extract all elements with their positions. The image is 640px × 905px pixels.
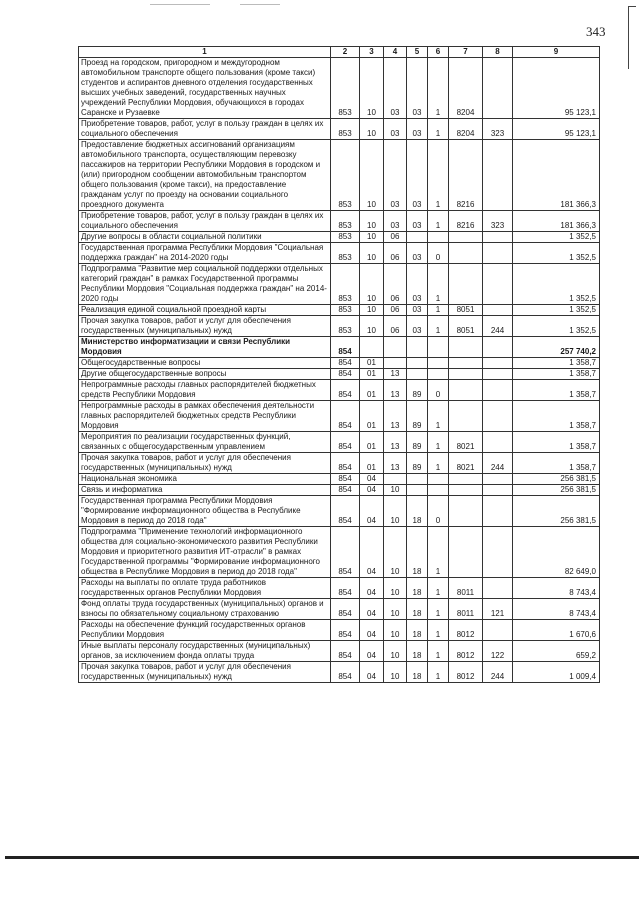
section-cell: 04 xyxy=(360,662,384,683)
row-name-cell: Мероприятия по реализации государственных функций, связанных с общегосударственным управлением xyxy=(79,432,331,453)
amount-cell: 181 366,3 xyxy=(513,140,600,211)
subsection-cell: 13 xyxy=(384,432,407,453)
subprogram-cell xyxy=(428,358,449,369)
article-cell xyxy=(449,243,483,264)
row-name-cell: Другие вопросы в области социальной политики xyxy=(79,232,331,243)
amount-cell: 95 123,1 xyxy=(513,58,600,119)
program-cell: 89 xyxy=(407,380,428,401)
subprogram-cell: 1 xyxy=(428,641,449,662)
subprogram-cell: 1 xyxy=(428,453,449,474)
expense-type-cell: 121 xyxy=(483,599,513,620)
article-cell: 8012 xyxy=(449,641,483,662)
subsection-cell: 10 xyxy=(384,662,407,683)
row-name-cell: Непрограммные расходы в рамках обеспечения деятельности главных распорядителей бюджетных средств Республики Мордовия xyxy=(79,401,331,432)
expense-type-cell xyxy=(483,369,513,380)
row-name-cell: Государственная программа Республики Мордовия "Социальная поддержка граждан" на 2014-2020 годы xyxy=(79,243,331,264)
subsection-cell: 03 xyxy=(384,211,407,232)
article-cell xyxy=(449,380,483,401)
table-row xyxy=(79,264,600,305)
section-cell: 10 xyxy=(360,58,384,119)
article-cell: 8012 xyxy=(449,620,483,641)
section-cell: 10 xyxy=(360,316,384,337)
subsection-cell: 13 xyxy=(384,369,407,380)
article-cell xyxy=(449,401,483,432)
amount-cell: 1 358,7 xyxy=(513,432,600,453)
chapter-code-cell: 853 xyxy=(331,305,360,316)
section-cell xyxy=(360,337,384,358)
amount-cell: 1 352,5 xyxy=(513,316,600,337)
amount-cell: 659,2 xyxy=(513,641,600,662)
table-row xyxy=(79,474,600,485)
subsection-cell: 10 xyxy=(384,599,407,620)
article-cell: 8011 xyxy=(449,578,483,599)
subsection-cell xyxy=(384,337,407,358)
subsection-cell: 03 xyxy=(384,58,407,119)
article-cell: 8204 xyxy=(449,58,483,119)
expense-type-cell: 244 xyxy=(483,316,513,337)
program-cell xyxy=(407,474,428,485)
article-cell: 8021 xyxy=(449,432,483,453)
header-cell: 6 xyxy=(428,47,449,58)
header-cell: 9 xyxy=(513,47,600,58)
table-row xyxy=(79,211,600,232)
amount-cell: 1 009,4 xyxy=(513,662,600,683)
section-cell: 10 xyxy=(360,119,384,140)
table-header-row xyxy=(79,47,600,58)
table-row xyxy=(79,578,600,599)
table-row xyxy=(79,453,600,474)
chapter-code-cell: 853 xyxy=(331,211,360,232)
expense-type-cell: 323 xyxy=(483,211,513,232)
subprogram-cell xyxy=(428,485,449,496)
section-cell: 04 xyxy=(360,496,384,527)
expense-type-cell xyxy=(483,578,513,599)
subsection-cell: 13 xyxy=(384,380,407,401)
section-cell: 01 xyxy=(360,380,384,401)
table-row xyxy=(79,305,600,316)
table-row xyxy=(79,496,600,527)
article-cell xyxy=(449,369,483,380)
section-cell: 01 xyxy=(360,432,384,453)
table-row xyxy=(79,140,600,211)
table-row xyxy=(79,641,600,662)
section-cell: 04 xyxy=(360,578,384,599)
table-row xyxy=(79,316,600,337)
section-cell: 10 xyxy=(360,243,384,264)
chapter-code-cell: 853 xyxy=(331,243,360,264)
subsection-cell xyxy=(384,474,407,485)
subprogram-cell: 0 xyxy=(428,496,449,527)
chapter-code-cell: 853 xyxy=(331,316,360,337)
program-cell: 03 xyxy=(407,119,428,140)
amount-cell: 1 358,7 xyxy=(513,358,600,369)
subsection-cell: 03 xyxy=(384,119,407,140)
chapter-code-cell: 854 xyxy=(331,380,360,401)
program-cell xyxy=(407,358,428,369)
expense-type-cell xyxy=(483,337,513,358)
amount-cell: 256 381,5 xyxy=(513,485,600,496)
amount-cell: 1 352,5 xyxy=(513,305,600,316)
expense-type-cell: 244 xyxy=(483,662,513,683)
article-cell: 8011 xyxy=(449,599,483,620)
amount-cell: 1 358,7 xyxy=(513,369,600,380)
subsection-cell: 06 xyxy=(384,316,407,337)
amount-cell: 95 123,1 xyxy=(513,119,600,140)
expense-type-cell xyxy=(483,243,513,264)
expense-type-cell xyxy=(483,485,513,496)
expense-type-cell xyxy=(483,58,513,119)
program-cell xyxy=(407,485,428,496)
row-name-cell: Приобретение товаров, работ, услуг в пользу граждан в целях их социального обеспечения xyxy=(79,211,331,232)
expense-type-cell xyxy=(483,358,513,369)
table-row xyxy=(79,380,600,401)
section-cell: 01 xyxy=(360,369,384,380)
header-cell: 3 xyxy=(360,47,384,58)
table-row xyxy=(79,232,600,243)
amount-cell: 1 352,5 xyxy=(513,243,600,264)
row-name-cell: Связь и информатика xyxy=(79,485,331,496)
program-cell xyxy=(407,232,428,243)
chapter-code-cell: 854 xyxy=(331,662,360,683)
article-cell xyxy=(449,527,483,578)
table-row xyxy=(79,337,600,358)
program-cell: 03 xyxy=(407,305,428,316)
expense-type-cell xyxy=(483,474,513,485)
subprogram-cell: 1 xyxy=(428,401,449,432)
amount-cell: 256 381,5 xyxy=(513,474,600,485)
amount-cell: 82 649,0 xyxy=(513,527,600,578)
row-name-cell: Фонд оплаты труда государственных (муниципальных) органов и взносы по обязательному социальному страхованию xyxy=(79,599,331,620)
program-cell: 18 xyxy=(407,496,428,527)
row-name-cell: Прочая закупка товаров, работ и услуг для обеспечения государственных (муниципальных) нужд xyxy=(79,453,331,474)
subprogram-cell: 1 xyxy=(428,620,449,641)
subsection-cell: 10 xyxy=(384,641,407,662)
expense-type-cell xyxy=(483,140,513,211)
scan-mark xyxy=(240,4,280,5)
expense-type-cell: 122 xyxy=(483,641,513,662)
page-bottom-rule xyxy=(5,856,639,859)
expense-type-cell xyxy=(483,432,513,453)
chapter-code-cell: 853 xyxy=(331,232,360,243)
amount-cell: 257 740,2 xyxy=(513,337,600,358)
article-cell xyxy=(449,232,483,243)
section-cell: 01 xyxy=(360,358,384,369)
table-row xyxy=(79,527,600,578)
subprogram-cell: 0 xyxy=(428,380,449,401)
subprogram-cell: 1 xyxy=(428,527,449,578)
amount-cell: 181 366,3 xyxy=(513,211,600,232)
expense-type-cell xyxy=(483,401,513,432)
program-cell: 03 xyxy=(407,211,428,232)
expense-type-cell xyxy=(483,496,513,527)
table-row xyxy=(79,243,600,264)
subsection-cell: 10 xyxy=(384,485,407,496)
subprogram-cell: 1 xyxy=(428,211,449,232)
row-name-cell: Предоставление бюджетных ассигнований организациям автомобильного транспорта, осуществляющим перевозку пассажиров на территории Республики Мордовия в городском и (или) пригородном сообщении автомобильным транспортом общего пользования (кроме такси), на предоставление гражданам услуг по проезду на основании социального проездного документа xyxy=(79,140,331,211)
subprogram-cell: 1 xyxy=(428,264,449,305)
chapter-code-cell: 854 xyxy=(331,453,360,474)
subsection-cell: 06 xyxy=(384,243,407,264)
subprogram-cell xyxy=(428,369,449,380)
subsection-cell: 10 xyxy=(384,496,407,527)
budget-table xyxy=(78,46,600,683)
program-cell: 18 xyxy=(407,527,428,578)
subprogram-cell xyxy=(428,337,449,358)
section-cell: 04 xyxy=(360,485,384,496)
row-name-cell: Прочая закупка товаров, работ и услуг для обеспечения государственных (муниципальных) нужд xyxy=(79,662,331,683)
program-cell: 89 xyxy=(407,453,428,474)
row-name-cell: Подпрограмма "Применение технологий информационного общества для социально-экономического развития Республики Мордовия и приоритетного развития ИТ-отрасли" в рамках Государственной программы "Формирование информационного общества в Республике Мордовия в период до 2018 года" xyxy=(79,527,331,578)
expense-type-cell: 323 xyxy=(483,119,513,140)
page-number: 343 xyxy=(586,24,606,39)
section-cell: 10 xyxy=(360,140,384,211)
expense-type-cell xyxy=(483,380,513,401)
program-cell: 18 xyxy=(407,578,428,599)
subprogram-cell xyxy=(428,232,449,243)
section-cell: 04 xyxy=(360,599,384,620)
table-row xyxy=(79,358,600,369)
program-cell xyxy=(407,337,428,358)
article-cell xyxy=(449,485,483,496)
row-name-cell: Проезд на городском, пригородном и междугородном автомобильном транспорте общего пользования (кроме такси) студентов и аспирантов дневного отделения государственных высших учебных заведений, государственных научных учреждений Республики Мордовия, обучающихся в городах Саранске и Рузаевке xyxy=(79,58,331,119)
chapter-code-cell: 853 xyxy=(331,140,360,211)
chapter-code-cell: 854 xyxy=(331,337,360,358)
chapter-code-cell: 854 xyxy=(331,474,360,485)
amount-cell: 1 358,7 xyxy=(513,401,600,432)
subsection-cell: 06 xyxy=(384,264,407,305)
program-cell: 18 xyxy=(407,599,428,620)
row-name-cell: Подпрограмма "Развитие мер социальной поддержки отдельных категорий граждан" в рамках Государственной программы Республики Мордовия "Социальная поддержка граждан" на 2014-2020 годы xyxy=(79,264,331,305)
header-cell: 2 xyxy=(331,47,360,58)
table-row xyxy=(79,620,600,641)
table-row xyxy=(79,369,600,380)
program-cell: 03 xyxy=(407,264,428,305)
chapter-code-cell: 854 xyxy=(331,369,360,380)
chapter-code-cell: 854 xyxy=(331,432,360,453)
table-row xyxy=(79,485,600,496)
article-cell xyxy=(449,358,483,369)
row-name-cell: Министерство информатизации и связи Республики Мордовия xyxy=(79,337,331,358)
chapter-code-cell: 853 xyxy=(331,264,360,305)
subprogram-cell: 1 xyxy=(428,599,449,620)
section-cell: 10 xyxy=(360,264,384,305)
header-cell: 8 xyxy=(483,47,513,58)
expense-type-cell xyxy=(483,305,513,316)
program-cell: 89 xyxy=(407,432,428,453)
header-cell: 5 xyxy=(407,47,428,58)
chapter-code-cell: 853 xyxy=(331,119,360,140)
section-cell: 10 xyxy=(360,211,384,232)
chapter-code-cell: 854 xyxy=(331,496,360,527)
subsection-cell: 10 xyxy=(384,620,407,641)
program-cell: 18 xyxy=(407,620,428,641)
header-cell: 7 xyxy=(449,47,483,58)
subsection-cell xyxy=(384,358,407,369)
article-cell xyxy=(449,496,483,527)
article-cell: 8051 xyxy=(449,316,483,337)
section-cell: 01 xyxy=(360,453,384,474)
amount-cell: 1 358,7 xyxy=(513,380,600,401)
row-name-cell: Расходы на обеспечение функций государственных органов Республики Мордовия xyxy=(79,620,331,641)
section-cell: 04 xyxy=(360,474,384,485)
subsection-cell: 06 xyxy=(384,305,407,316)
article-cell: 8216 xyxy=(449,140,483,211)
article-cell: 8012 xyxy=(449,662,483,683)
row-name-cell: Государственная программа Республики Мордовия "Формирование информационного общества в Республике Мордовия в период до 2018 года" xyxy=(79,496,331,527)
subsection-cell: 13 xyxy=(384,401,407,432)
header-cell: 1 xyxy=(79,47,331,58)
row-name-cell: Расходы на выплаты по оплате труда работников государственных органов Республики Мордовия xyxy=(79,578,331,599)
article-cell: 8216 xyxy=(449,211,483,232)
chapter-code-cell: 854 xyxy=(331,578,360,599)
expense-type-cell xyxy=(483,527,513,578)
table-row xyxy=(79,58,600,119)
subprogram-cell: 1 xyxy=(428,316,449,337)
chapter-code-cell: 853 xyxy=(331,58,360,119)
subsection-cell: 10 xyxy=(384,527,407,578)
amount-cell: 1 358,7 xyxy=(513,453,600,474)
chapter-code-cell: 854 xyxy=(331,641,360,662)
expense-type-cell xyxy=(483,264,513,305)
section-cell: 04 xyxy=(360,620,384,641)
header-cell: 4 xyxy=(384,47,407,58)
chapter-code-cell: 854 xyxy=(331,527,360,578)
section-cell: 04 xyxy=(360,527,384,578)
chapter-code-cell: 854 xyxy=(331,620,360,641)
row-name-cell: Прочая закупка товаров, работ и услуг для обеспечения государственных (муниципальных) нужд xyxy=(79,316,331,337)
article-cell: 8051 xyxy=(449,305,483,316)
article-cell xyxy=(449,264,483,305)
table-row xyxy=(79,401,600,432)
program-cell xyxy=(407,369,428,380)
subprogram-cell: 1 xyxy=(428,578,449,599)
program-cell: 18 xyxy=(407,641,428,662)
program-cell: 89 xyxy=(407,401,428,432)
amount-cell: 1 670,6 xyxy=(513,620,600,641)
table-row xyxy=(79,432,600,453)
subprogram-cell: 1 xyxy=(428,305,449,316)
row-name-cell: Другие общегосударственные вопросы xyxy=(79,369,331,380)
table-row xyxy=(79,119,600,140)
amount-cell: 1 352,5 xyxy=(513,232,600,243)
subprogram-cell xyxy=(428,474,449,485)
amount-cell: 8 743,4 xyxy=(513,599,600,620)
section-cell: 04 xyxy=(360,641,384,662)
section-cell: 10 xyxy=(360,305,384,316)
subprogram-cell: 0 xyxy=(428,243,449,264)
chapter-code-cell: 854 xyxy=(331,485,360,496)
expense-type-cell xyxy=(483,232,513,243)
subsection-cell: 10 xyxy=(384,578,407,599)
subsection-cell: 06 xyxy=(384,232,407,243)
program-cell: 18 xyxy=(407,662,428,683)
subprogram-cell: 1 xyxy=(428,58,449,119)
program-cell: 03 xyxy=(407,316,428,337)
article-cell: 8021 xyxy=(449,453,483,474)
table-row xyxy=(79,662,600,683)
subprogram-cell: 1 xyxy=(428,119,449,140)
subsection-cell: 13 xyxy=(384,453,407,474)
row-name-cell: Приобретение товаров, работ, услуг в пользу граждан в целях их социального обеспечения xyxy=(79,119,331,140)
chapter-code-cell: 854 xyxy=(331,358,360,369)
row-name-cell: Реализация единой социальной проездной карты xyxy=(79,305,331,316)
scan-mark xyxy=(150,4,210,5)
amount-cell: 256 381,5 xyxy=(513,496,600,527)
article-cell xyxy=(449,474,483,485)
amount-cell: 8 743,4 xyxy=(513,578,600,599)
subprogram-cell: 1 xyxy=(428,662,449,683)
expense-type-cell: 244 xyxy=(483,453,513,474)
program-cell: 03 xyxy=(407,58,428,119)
row-name-cell: Национальная экономика xyxy=(79,474,331,485)
program-cell: 03 xyxy=(407,140,428,211)
row-name-cell: Непрограммные расходы главных распорядителей бюджетных средств Республики Мордовия xyxy=(79,380,331,401)
subprogram-cell: 1 xyxy=(428,140,449,211)
table-row xyxy=(79,599,600,620)
chapter-code-cell: 854 xyxy=(331,401,360,432)
row-name-cell: Общегосударственные вопросы xyxy=(79,358,331,369)
subprogram-cell: 1 xyxy=(428,432,449,453)
article-cell: 8204 xyxy=(449,119,483,140)
subsection-cell: 03 xyxy=(384,140,407,211)
amount-cell: 1 352,5 xyxy=(513,264,600,305)
section-cell: 10 xyxy=(360,232,384,243)
row-name-cell: Иные выплаты персоналу государственных (муниципальных) органов, за исключением фонда оплаты труда xyxy=(79,641,331,662)
table-body xyxy=(79,47,600,683)
expense-type-cell xyxy=(483,620,513,641)
article-cell xyxy=(449,337,483,358)
scan-bracket xyxy=(628,6,636,69)
chapter-code-cell: 854 xyxy=(331,599,360,620)
section-cell: 01 xyxy=(360,401,384,432)
program-cell: 03 xyxy=(407,243,428,264)
